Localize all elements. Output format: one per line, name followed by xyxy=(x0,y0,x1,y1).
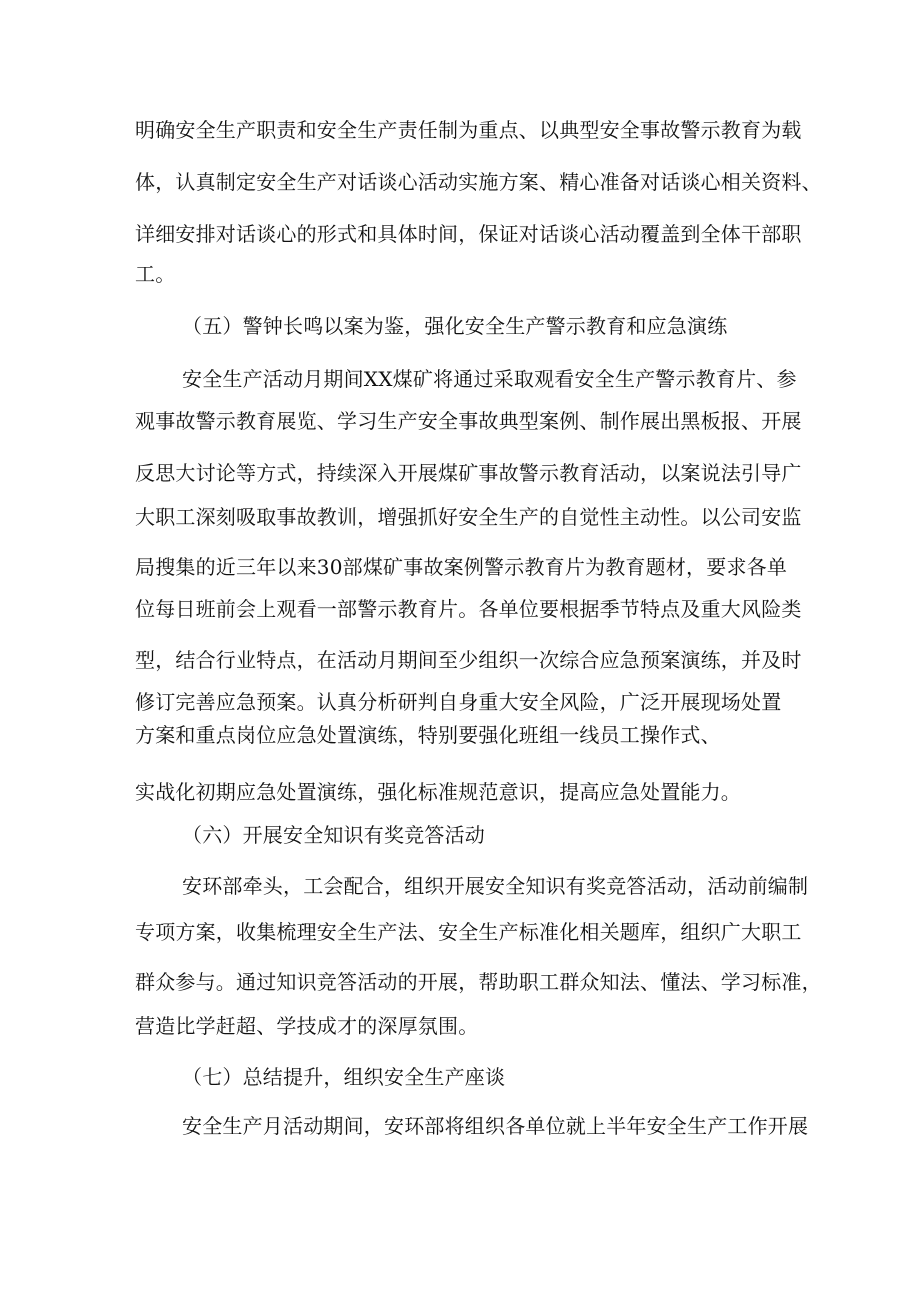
section-heading-5: （五）警钟长鸣以案为鉴，强化安全生产警示教育和应急演练 xyxy=(182,314,728,338)
text-line: 专项方案，收集梳理安全生产法、安全生产标准化相关题库，组织广大职工 xyxy=(135,920,802,944)
section-heading-7: （七）总结提升，组织安全生产座谈 xyxy=(182,1065,506,1089)
text-line: 局搜集的近三年以来30部煤矿事故案例警示教育片为教育题材，要求各单 xyxy=(135,555,788,579)
text-line: 群众参与。通过知识竞答活动的开展，帮助职工群众知法、懂法、学习标准， xyxy=(135,970,822,994)
text-line: 大职工深刻吸取事故教训，增强抓好安全生产的自觉性主动性。以公司安监 xyxy=(135,505,802,529)
text-line: 位每日班前会上观看一部警示教育片。各单位要根据季节特点及重大风险类 xyxy=(135,597,802,621)
text-line: 安全生产月活动期间，安环部将组织各单位就上半年安全生产工作开展 xyxy=(182,1114,809,1138)
text-line: 明确安全生产职责和安全生产责任制为重点、以典型安全事故警示教育为载 xyxy=(135,118,802,142)
text-line: 实战化初期应急处置演练，强化标准规范意识，提高应急处置能力。 xyxy=(135,780,741,804)
text-line: 修订完善应急预案。认真分析研判自身重大安全风险，广泛开展现场处置 xyxy=(135,690,782,714)
text-line: 营造比学赶超、学技成才的深厚氛围。 xyxy=(135,1014,479,1038)
text-line: 安全生产活动月期间XX煤矿将通过采取观看安全生产警示教育片、参 xyxy=(182,367,797,391)
text-line: 方案和重点岗位应急处置演练，特别要强化班组一线员工操作式、 xyxy=(135,723,721,747)
text-line: 体，认真制定安全生产对话谈心活动实施方案、精心准备对话谈心相关资料、 xyxy=(135,170,822,194)
text-line: 工。 xyxy=(135,262,176,286)
text-line: 反思大讨论等方式，持续深入开展煤矿事故警示教育活动，以案说法引导广 xyxy=(135,461,802,485)
text-line: 详细安排对话谈心的形式和具体时间，保证对话谈心活动覆盖到全体干部职 xyxy=(135,222,802,246)
text-line: 观事故警示教育展览、学习生产安全事故典型案例、制作展出黑板报、开展 xyxy=(135,409,802,433)
text-line: 安环部牵头，工会配合，组织开展安全知识有奖竞答活动，活动前编制 xyxy=(182,874,809,898)
text-line: 型，结合行业特点，在活动月期间至少组织一次综合应急预案演练，并及时 xyxy=(135,648,802,672)
section-heading-6: （六）开展安全知识有奖竞答活动 xyxy=(182,823,485,847)
